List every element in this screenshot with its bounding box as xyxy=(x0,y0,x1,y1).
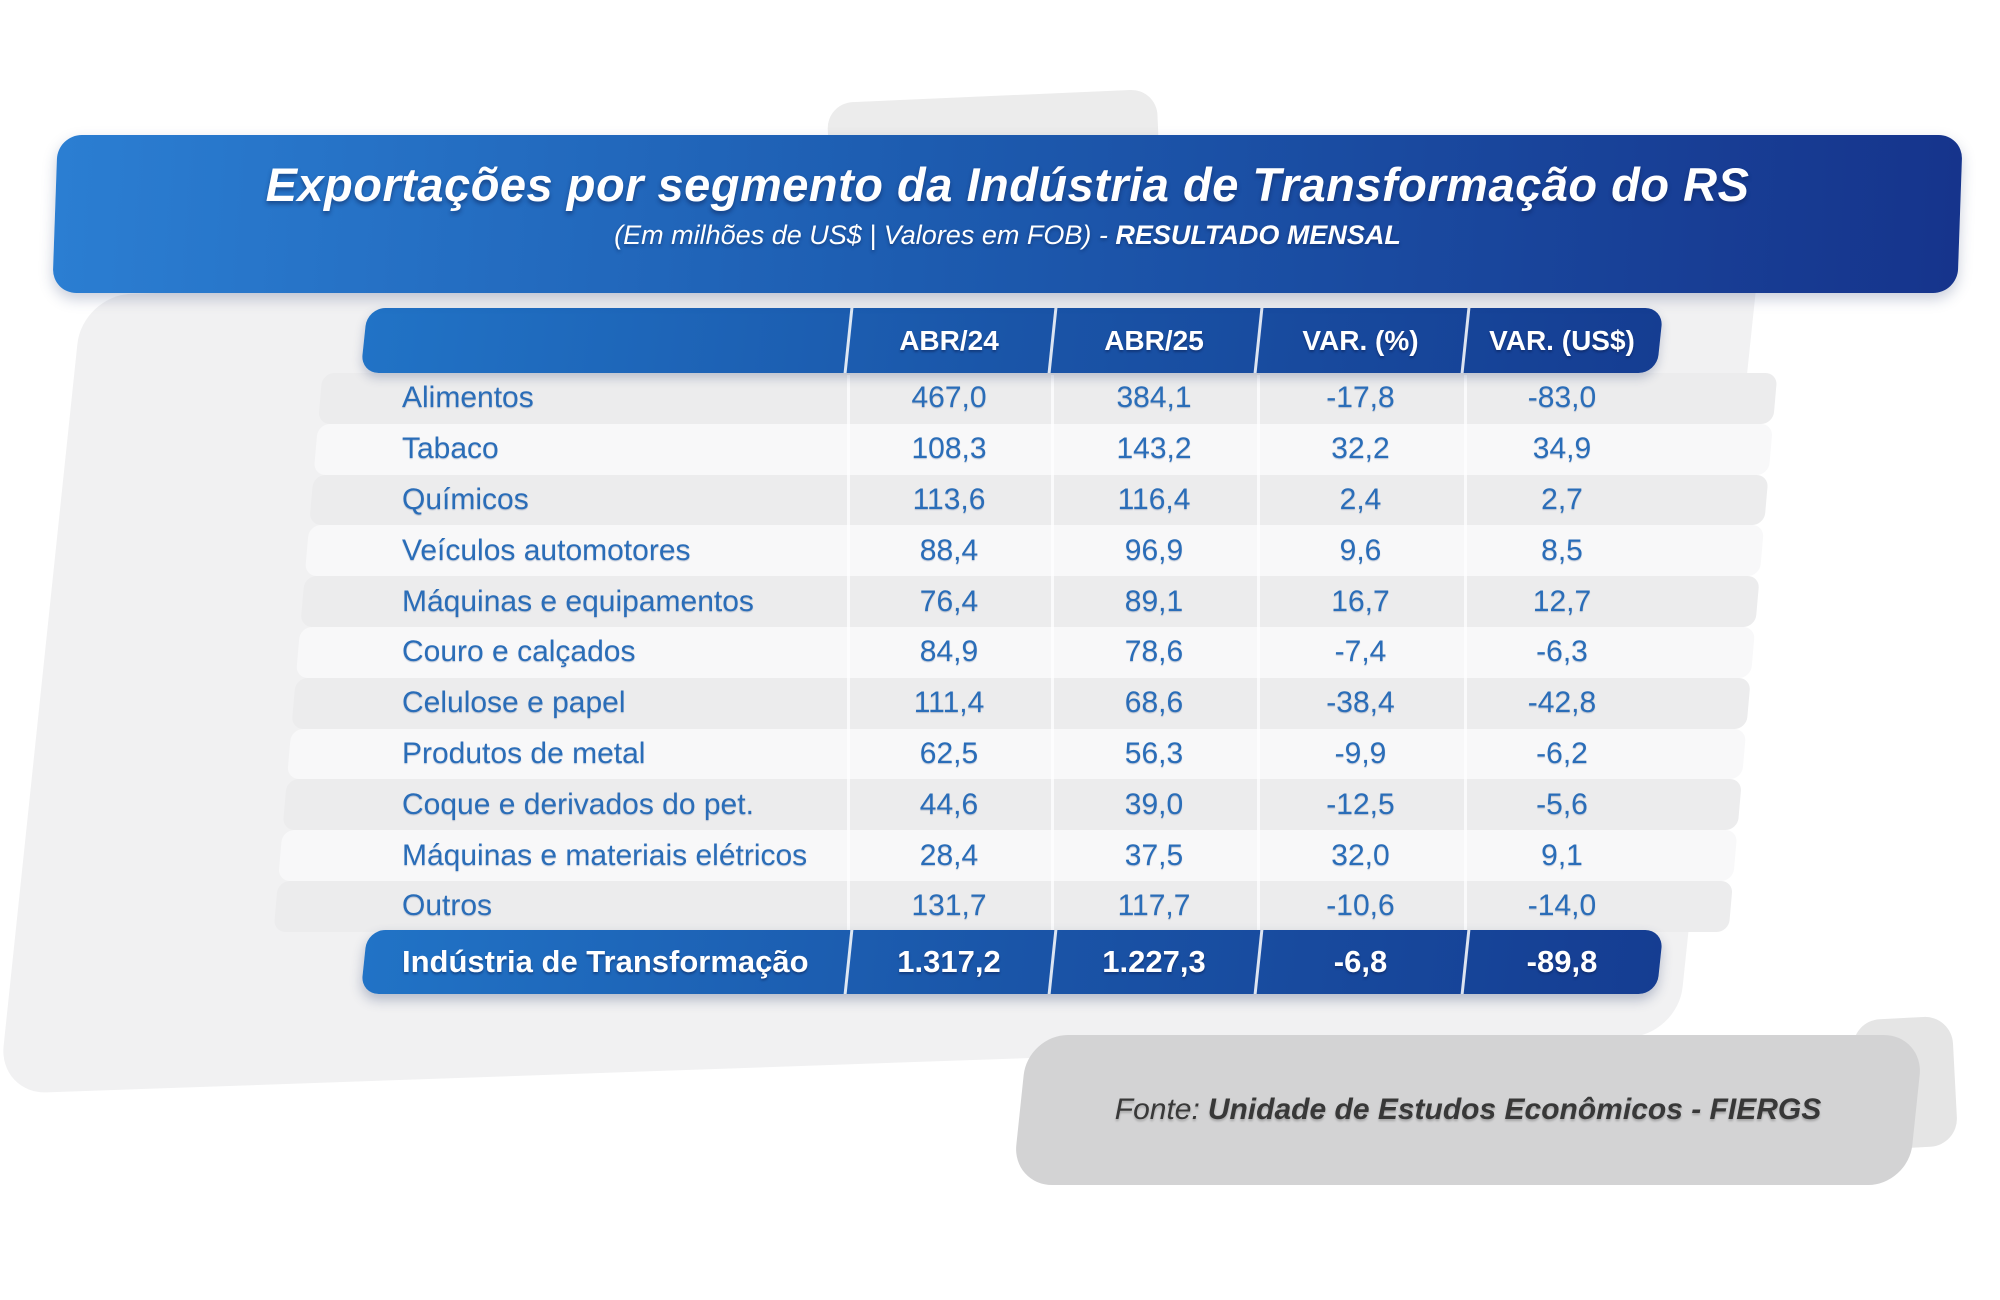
value-cell: 32,2 xyxy=(1331,432,1390,466)
value-cell: 9,6 xyxy=(1339,533,1382,567)
value-cell: 12,7 xyxy=(1532,584,1592,618)
value-cell: 88,4 xyxy=(919,533,979,567)
segment-label: Couro e calçados xyxy=(402,635,636,669)
value-cell: 108,3 xyxy=(911,432,987,466)
value-cell: 39,0 xyxy=(1124,787,1184,821)
title-banner xyxy=(55,135,1960,293)
value-cell: 44,6 xyxy=(919,787,979,821)
value-cell: -10,6 xyxy=(1326,889,1395,923)
segment-label: Outros xyxy=(402,889,493,923)
total-value-abr25: 1.227,3 xyxy=(1102,944,1206,979)
value-cell: 96,9 xyxy=(1124,533,1184,567)
source-text xyxy=(1020,1035,1916,1185)
value-cell: -17,8 xyxy=(1326,381,1395,415)
value-cell: 113,6 xyxy=(912,482,986,516)
table-row xyxy=(364,424,1660,475)
source-name: Unidade de Estudos Econômicos - FIERGS xyxy=(1207,1093,1822,1126)
value-cell: 78,6 xyxy=(1124,635,1184,669)
value-cell: 117,7 xyxy=(1117,889,1191,923)
table-total-row xyxy=(364,930,1660,994)
value-cell: -42,8 xyxy=(1527,686,1597,720)
table-row xyxy=(364,881,1660,932)
table-header xyxy=(364,308,1660,373)
value-cell: -14,0 xyxy=(1527,889,1597,923)
source-prefix: Fonte: xyxy=(1114,1093,1200,1126)
value-cell: 143,2 xyxy=(1116,432,1192,466)
value-cell: 2,7 xyxy=(1541,482,1583,516)
total-label: Indústria de Transformação xyxy=(402,944,809,979)
header-cell: VAR. (US$) xyxy=(1489,324,1635,356)
table-row xyxy=(364,830,1660,881)
value-cell: 8,5 xyxy=(1541,533,1583,567)
table-body xyxy=(364,373,1660,932)
subtitle-regular: (Em milhões de US$ | Valores em FOB) - xyxy=(614,220,1116,250)
segment-label: Veículos automotores xyxy=(402,533,691,567)
value-cell: 68,6 xyxy=(1124,686,1184,720)
value-cell: 28,4 xyxy=(919,838,979,872)
header-cell: ABR/25 xyxy=(1104,324,1204,356)
table-row xyxy=(364,475,1660,526)
total-value-var-pct: -6,8 xyxy=(1333,944,1388,979)
value-cell: 89,1 xyxy=(1124,584,1184,618)
total-value-abr24: 1.317,2 xyxy=(897,944,1001,979)
segment-label: Alimentos xyxy=(402,381,534,415)
segment-label: Máquinas e equipamentos xyxy=(402,584,754,618)
segment-label: Celulose e papel xyxy=(402,686,626,720)
subtitle-bold: RESULTADO MENSAL xyxy=(1115,220,1401,250)
segment-label: Máquinas e materiais elétricos xyxy=(402,838,808,872)
value-cell: -7,4 xyxy=(1334,635,1387,669)
value-cell: 34,9 xyxy=(1532,432,1592,466)
header-cell: ABR/24 xyxy=(899,324,999,356)
value-cell: 32,0 xyxy=(1331,838,1390,872)
value-cell: 131,7 xyxy=(911,889,987,923)
total-value-var-usd: -89,8 xyxy=(1526,944,1598,979)
page-subtitle xyxy=(55,219,1960,251)
value-cell: 62,5 xyxy=(919,736,979,770)
table-row xyxy=(364,373,1660,424)
value-cell: 76,4 xyxy=(919,584,979,618)
segment-label: Coque e derivados do pet. xyxy=(402,787,754,821)
value-cell: -9,9 xyxy=(1334,736,1387,770)
value-cell: -12,5 xyxy=(1326,787,1395,821)
segment-label: Produtos de metal xyxy=(402,736,646,770)
value-cell: 84,9 xyxy=(919,635,979,669)
table-row xyxy=(364,627,1660,678)
value-cell: 56,3 xyxy=(1124,736,1184,770)
value-cell: 384,1 xyxy=(1116,381,1192,415)
table-row xyxy=(364,779,1660,830)
header-cell: VAR. (%) xyxy=(1302,324,1419,356)
table-row xyxy=(364,525,1660,576)
table-row xyxy=(364,576,1660,627)
value-cell: -83,0 xyxy=(1527,381,1597,415)
value-cell: 16,7 xyxy=(1331,584,1390,618)
value-cell: 116,4 xyxy=(1117,482,1191,516)
value-cell: -6,2 xyxy=(1536,736,1588,770)
value-cell: 9,1 xyxy=(1541,838,1583,872)
source-footer xyxy=(1020,1035,1916,1185)
value-cell: -5,6 xyxy=(1536,787,1588,821)
page-title: Exportações por segmento da Indústria de Transformação do RS xyxy=(265,158,1750,211)
table-row xyxy=(364,678,1660,729)
table-row xyxy=(364,729,1660,780)
value-cell: 467,0 xyxy=(911,381,987,415)
value-cell: 37,5 xyxy=(1124,838,1184,872)
value-cell: 2,4 xyxy=(1339,482,1382,516)
value-cell: 111,4 xyxy=(913,686,985,720)
segment-label: Químicos xyxy=(402,482,529,516)
value-cell: -6,3 xyxy=(1536,635,1588,669)
value-cell: -38,4 xyxy=(1326,686,1395,720)
segment-label: Tabaco xyxy=(402,432,499,466)
